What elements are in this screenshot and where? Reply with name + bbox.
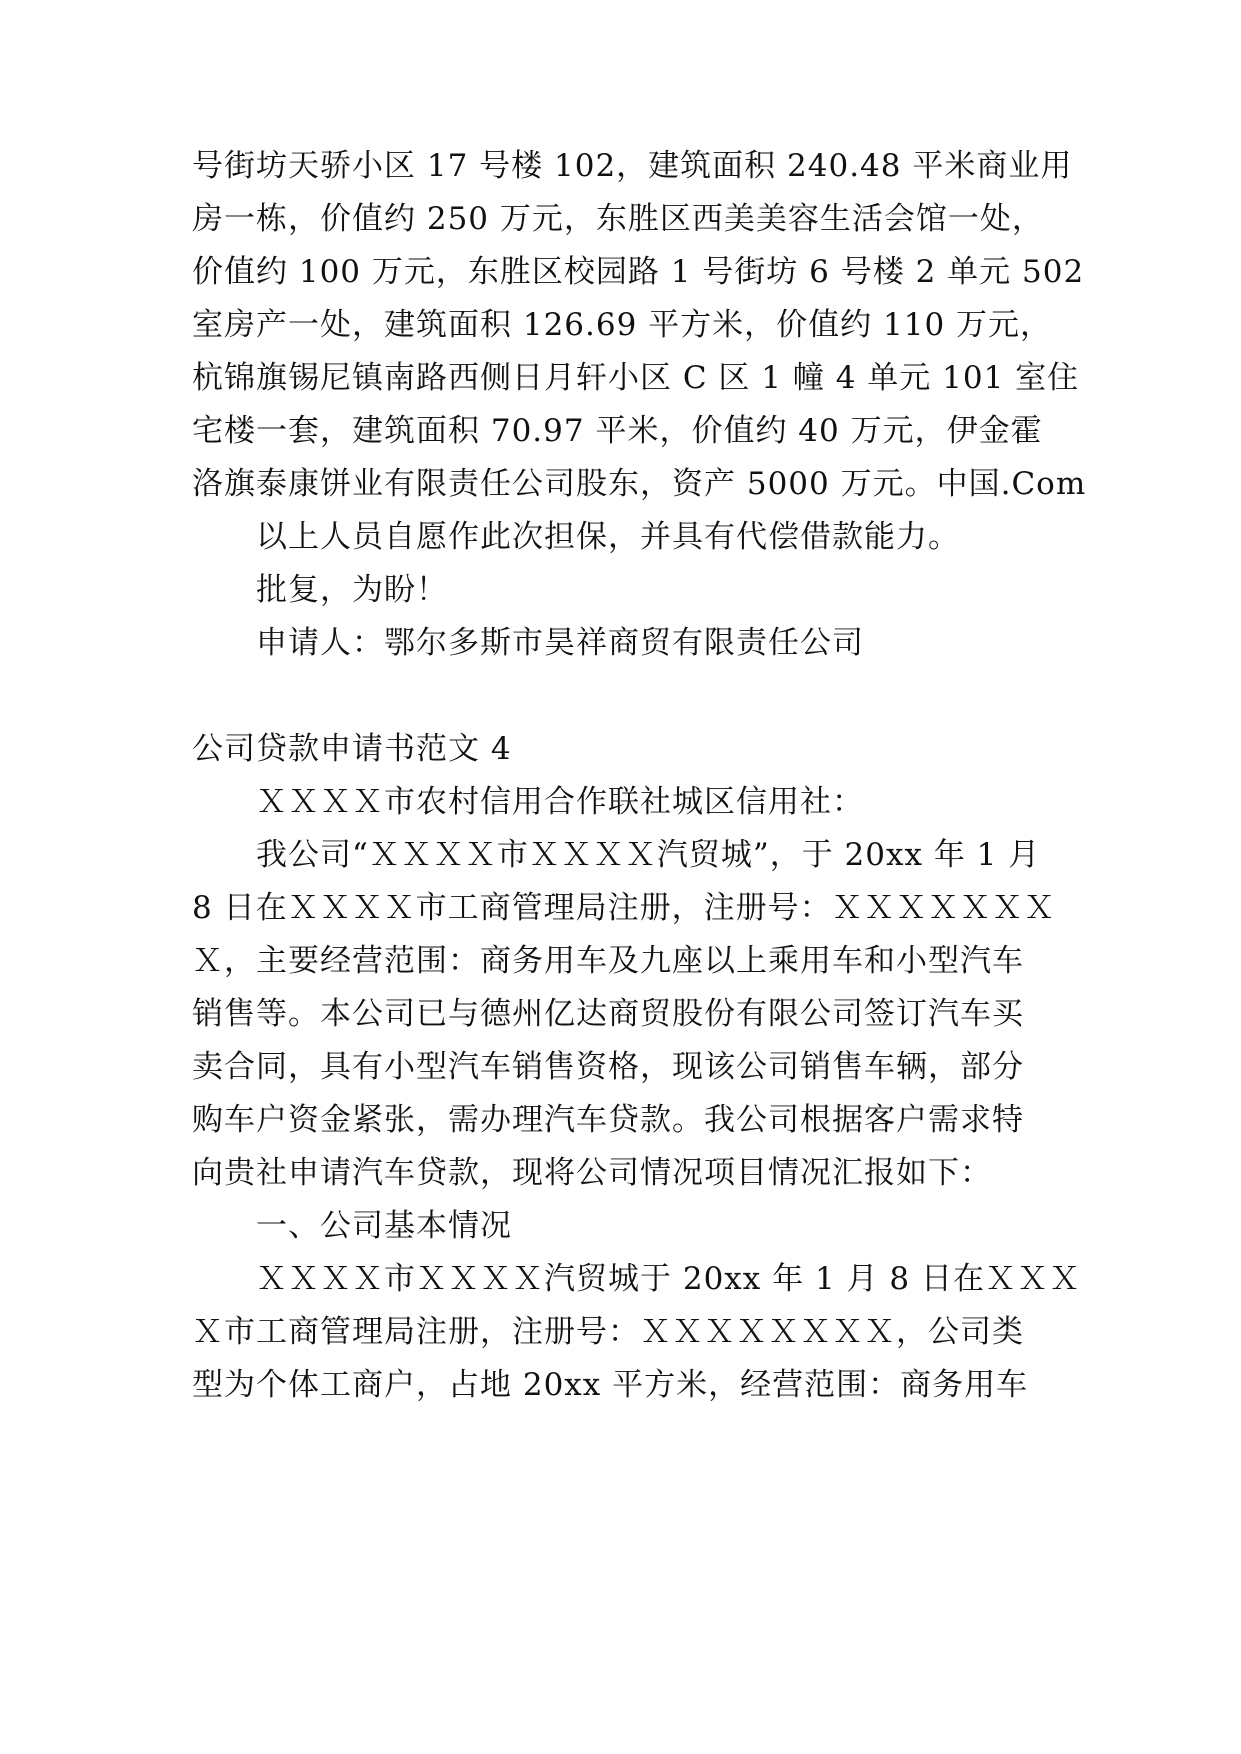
paragraph-line: 8 日在ＸＸＸＸ市工商管理局注册，注册号：ＸＸＸＸＸＸＸ bbox=[192, 890, 1056, 926]
closing-line: 批复，为盼！ bbox=[256, 572, 448, 608]
paragraph-line: 室房产一处，建筑面积 126.69 平方米，价值约 110 万元， bbox=[192, 307, 1053, 343]
paragraph-line: 洛旗泰康饼业有限责任公司股东，资产 5000 万元。中国.Com bbox=[192, 466, 1087, 502]
applicant-line: 申请人：鄂尔多斯市昊祥商贸有限责任公司 bbox=[256, 625, 864, 661]
paragraph-line: 价值约 100 万元，东胜区校园路 1 号街坊 6 号楼 2 单元 502 bbox=[192, 254, 1085, 290]
guarantee-statement: 以上人员自愿作此次担保，并具有代偿借款能力。 bbox=[256, 519, 960, 555]
paragraph-line: 卖合同，具有小型汽车销售资格，现该公司销售车辆，部分 bbox=[192, 1049, 1024, 1085]
paragraph-line: 宅楼一套，建筑面积 70.97 平米，价值约 40 万元，伊金霍 bbox=[192, 413, 1043, 449]
section-title: 公司贷款申请书范文 4 bbox=[192, 731, 512, 767]
paragraph-line: 号街坊天骄小区 17 号楼 102，建筑面积 240.48 平米商业用 bbox=[192, 148, 1073, 184]
paragraph-line: 向贵社申请汽车贷款，现将公司情况项目情况汇报如下： bbox=[192, 1155, 992, 1191]
paragraph-line: ＸＸＸＸ市ＸＸＸＸ汽贸城于 20xx 年 1 月 8 日在ＸＸＸ bbox=[256, 1261, 1081, 1297]
addressee-line: ＸＸＸＸ市农村信用合作联社城区信用社： bbox=[256, 784, 864, 820]
paragraph-line: 我公司“ＸＸＸＸ市ＸＸＸＸ汽贸城”，于 20xx 年 1 月 bbox=[256, 837, 1041, 873]
paragraph-line: Ｘ，主要经营范围：商务用车及九座以上乘用车和小型汽车 bbox=[192, 943, 1024, 979]
paragraph-line: 型为个体工商户，占地 20xx 平方米，经营范围：商务用车 bbox=[192, 1367, 1029, 1403]
paragraph-line: 杭锦旗锡尼镇南路西侧日月轩小区 C 区 1 幢 4 单元 101 室住 bbox=[192, 360, 1080, 396]
paragraph-line: 购车户资金紧张，需办理汽车贷款。我公司根据客户需求特 bbox=[192, 1102, 1024, 1138]
paragraph-line: Ｘ市工商管理局注册，注册号：ＸＸＸＸＸＸＸＸ，公司类 bbox=[192, 1314, 1024, 1350]
paragraph-line: 销售等。本公司已与德州亿达商贸股份有限公司签订汽车买 bbox=[192, 996, 1024, 1032]
paragraph-line: 房一栋，价值约 250 万元，东胜区西美美容生活会馆一处， bbox=[192, 201, 1044, 237]
section-heading: 一、公司基本情况 bbox=[256, 1208, 512, 1244]
